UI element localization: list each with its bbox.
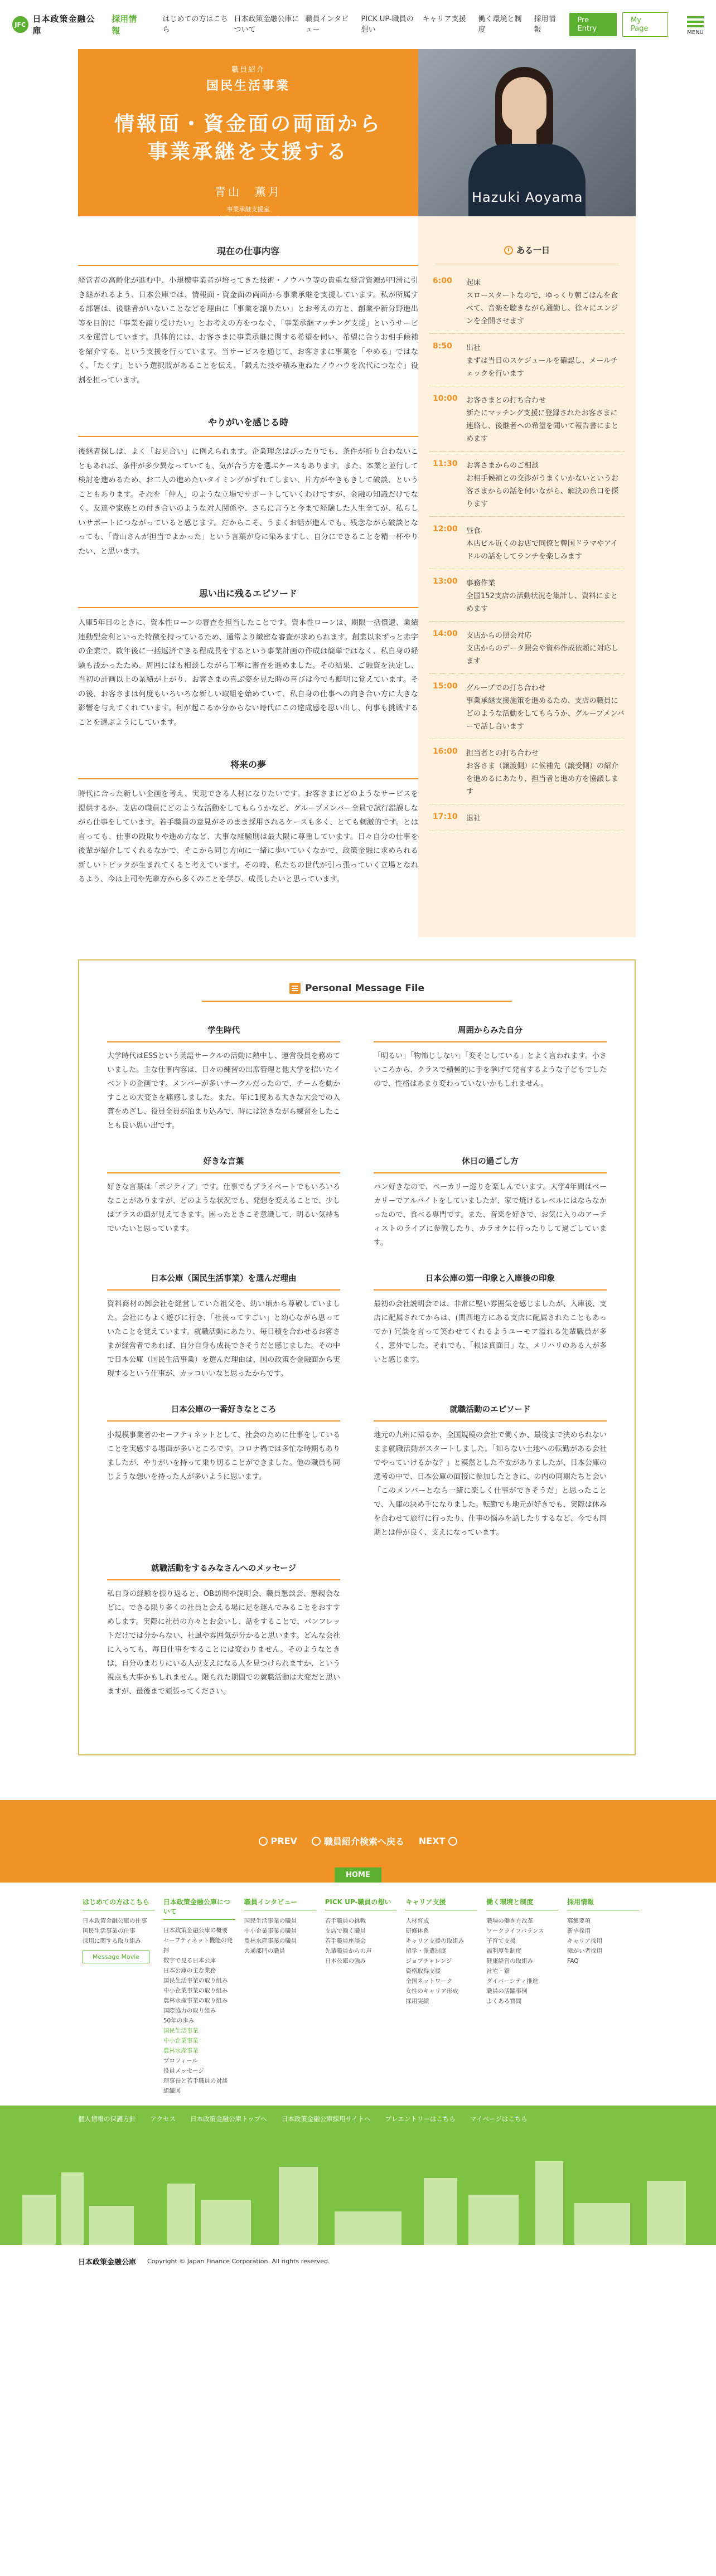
sitemap-link[interactable]: 中小企業事業の職員 bbox=[244, 1927, 297, 1934]
sitemap-link[interactable]: 国民生活事業の職員 bbox=[244, 1917, 297, 1924]
schedule-text bbox=[466, 525, 625, 563]
schedule-time: 11:30 bbox=[433, 459, 458, 468]
schedule-item bbox=[429, 626, 625, 674]
sitemap-link[interactable]: 福利厚生制度 bbox=[486, 1947, 522, 1954]
building-shape bbox=[574, 2203, 630, 2245]
sitemap-link[interactable]: よくある質問 bbox=[486, 1997, 522, 2005]
footer bbox=[0, 2106, 716, 2245]
sitemap-heading[interactable]: PICK UP-職員の想い bbox=[325, 1897, 397, 1910]
schedule-label: お客さまとの打ち合わせ bbox=[466, 396, 546, 405]
section-body: 後継者探しは、よく「お見合い」に例えられます。企業理念はぴったりでも、条件が折り合わないこともあれば、条件が多少異なっていても、気が合う方を選ぶケースもあります。また、本業と並行して検討を進めるため、お二人の進めたいタイミングがずれてしまい、片方がやきもきして破談、ということもあります。それを「仲人」のような立場でサポートしていくわけですが、金融の知識だけでなく、友達や家族との付き合いのような対人関係や、さらに言うと今まで経験した人生全てが、私らしいサポートにつながっていると感じます。だからこそ、うまくお話が進んでも、残念ながら破談となっても、「青山さんが担当でよかった」という言葉が身に染みますし、自分にできることを精一杯やりたい、と思います。 bbox=[78, 448, 418, 556]
schedule-label: 起床 bbox=[466, 279, 481, 287]
sitemap-link[interactable]: 先輩職員からの声 bbox=[325, 1947, 372, 1954]
section-title: 現在の仕事内容 bbox=[78, 244, 418, 266]
building-shape bbox=[279, 2167, 318, 2245]
sitemap-link[interactable]: 職員の活躍事例 bbox=[486, 1987, 528, 1995]
message-item-title: 学生時代 bbox=[107, 1024, 340, 1042]
pre-entry-button[interactable]: Pre Entry bbox=[569, 13, 617, 36]
schedule-time: 13:00 bbox=[433, 577, 458, 586]
sitemap-column bbox=[78, 1897, 159, 2089]
sitemap-heading[interactable]: キャリア支援 bbox=[405, 1897, 477, 1910]
hero-banner bbox=[78, 49, 636, 222]
message-item bbox=[374, 1155, 607, 1250]
nav-recruit[interactable]: 採用情報 bbox=[534, 15, 556, 34]
sitemap-heading[interactable]: 働く環境と制度 bbox=[486, 1897, 558, 1910]
schedule-text bbox=[466, 342, 625, 380]
schedule-time: 12:00 bbox=[433, 525, 458, 533]
schedule-title bbox=[435, 244, 619, 264]
sitemap-link[interactable]: 資格取得支援 bbox=[405, 1967, 441, 1975]
sitemap-link[interactable]: 日本公庫の強み bbox=[325, 1957, 366, 1964]
message-item-title: 就職活動のエピソード bbox=[374, 1403, 607, 1422]
schedule-item bbox=[429, 521, 625, 569]
message-item-title: 休日の過ごし方 bbox=[374, 1155, 607, 1173]
hero-title-line: 事業承継を支援する bbox=[147, 140, 349, 163]
schedule-item bbox=[429, 809, 625, 831]
schedule-label: 支店からの照会対応 bbox=[466, 632, 532, 640]
building-shape bbox=[647, 2181, 686, 2245]
section-title: 将来の夢 bbox=[78, 758, 418, 779]
schedule-label: グループでの打ち合わせ bbox=[466, 684, 546, 692]
footer-link[interactable]: アクセス bbox=[150, 2114, 176, 2123]
nav-career[interactable]: キャリア支援 bbox=[422, 15, 466, 23]
schedule-title-text: ある一日 bbox=[516, 245, 550, 255]
message-item-title: 好きな言葉 bbox=[107, 1155, 340, 1173]
section-body: 時代に合った新しい企画を考え、実現できる人材になりたいです。お客さまにどのようなサービスを提供するか、支店の職員にどのような活動をしてもらうかなど、グループメンバー全員で試行錯誤しながら仕事をしています。若手職員の意見がそのまま採用されるケースも多く、とても刺激的です。とは言っても、仕事の段取りや進め方など、大事な経験則は最大限に尊重しています。日々自分の仕事を後輩が紹介してくれるなかで、そこから同じ方向に一緒に歩いていくなかで、政策金融に求められる新しいトピックが生まれてくると考えています。その時、私たちの世代が引っ張っていく立場となれるよう、今は上司や先輩方から多くのことを学び、成長したいと思っています。 bbox=[78, 790, 418, 884]
schedule-text bbox=[466, 812, 625, 825]
sitemap-link[interactable]: セーフティネット機能の発揮 bbox=[163, 1937, 233, 1954]
sitemap-link[interactable]: 日本政策金融公庫の概要 bbox=[163, 1927, 228, 1934]
sitemap-link[interactable]: 国民生活事業の仕事 bbox=[83, 1927, 136, 1934]
sitemap-heading[interactable]: 職員インタビュー bbox=[244, 1897, 316, 1910]
schedule-description: スロースタートなので、ゆっくり朝ごはんを食べて、音楽を聴きながら通勤し、徐々にエンジンを全開させます bbox=[466, 292, 618, 326]
schedule-description: お相手候補との交渉がうまくいかないというお客さまからの話を伺いながら、解決の糸口を探ります bbox=[466, 474, 619, 508]
schedule-label: 担当者との打ち合わせ bbox=[466, 749, 539, 758]
sitemap bbox=[0, 1883, 716, 2106]
employee-photo bbox=[418, 49, 636, 216]
message-item-body: 地元の九州に帰るか、全国規模の会社で働くか、最後まで決められないまま就職活動がスタートしました。「知らない土地への転勤がある会社でやっていけるかな？」と漠然とした不安がありましたが、日本公庫の選考の中で、日本公庫の面接に参加したときに、の内の同期たちと会い「このメンバーとなら一緒に楽しく仕事ができそうだ」と思ったことで、入庫の決め手になりました。転勤でも地元が好きでも、実際は休みを合わせて旅行に行ったり、仕事の悩みを話したりするなど、今でも同期とは仲が良く、支えになっています。 bbox=[374, 1430, 607, 1537]
sitemap-link[interactable]: 農林水産事業の職員 bbox=[244, 1937, 297, 1944]
nav-interview[interactable]: 職員インタビュー bbox=[305, 15, 349, 34]
section-episode bbox=[78, 586, 418, 730]
message-item bbox=[374, 1024, 607, 1133]
schedule-time: 15:00 bbox=[433, 682, 458, 691]
sitemap-link[interactable]: 役員メッセージ bbox=[163, 2067, 204, 2074]
role-line: 事業承継支援室 bbox=[226, 206, 270, 213]
building-shape bbox=[468, 2195, 519, 2245]
role-line: 事業承継支援グループ bbox=[217, 215, 279, 222]
message-item-body: 大学時代はESSという英語サークルの活動に熱中し、運営役員を務めていました。主な仕事内容は、日々の練習の出席管理と他大学を招いたイベントの企画です。メンバーが多いサークルだったので、チームを動かすことの大変さを痛感しました。また、年に1度ある大きな大会での入賞をめざし、役員全員が泊まり込みで、時には泣きながら練習をしたことも良い思い出です。 bbox=[107, 1051, 340, 1130]
sitemap-link[interactable]: 理事長と若手職員の対談 bbox=[163, 2077, 228, 2084]
sitemap-link[interactable]: 農林水産事業 bbox=[163, 2047, 199, 2054]
section-rewarding bbox=[78, 415, 418, 559]
section-body: 入庫5年目のときに、資本性ローンの審査を担当したことです。資本性ローンは、期限一括償還、業績連動型金利といった特徴を持っているため、通常より緻密な審査が求められます。創業以来ずっと赤字の企業で、数年後に一括返済できる程成長をするという事業計画の作成は簡単ではなく、私自身の経験も浅かったため、周囲にはも相談しながら丁寧に審査を進めました。その結果、ご融資を決定し、当初の計画以上の業績が上がり、お客さまの喜ぶ姿を見た時の喜びは今でも鮮明に覚えています。その後、お客さまは何度もいろいろな新しい取組を始めていて、私自身の仕事への向き合い方に大きな影響を与えてくれています。何が起こるか分からない時代にこの達成感を思い出し、何事も挑戦することを選ぶようにしています。 bbox=[78, 619, 418, 727]
sitemap-link[interactable]: 障がい者採用 bbox=[567, 1947, 603, 1954]
prev-icon bbox=[259, 1837, 268, 1846]
hero-department: 国民生活事業 bbox=[206, 79, 290, 93]
message-item bbox=[107, 1562, 340, 1699]
hero-text bbox=[78, 49, 418, 222]
message-item-body: パン好きなので、ベーカリー巡りを楽しんでいます。大学4年間はベーカリーでアルバイトをしていましたが、家で焼けるレベルにはならなかったので、食べる専門です。また、音楽を好きで、お気に入りのアーティストのライブに参戦したり、カラオケに行ったりして過ごしています。 bbox=[374, 1182, 607, 1247]
section-label: 採用情報 bbox=[112, 14, 137, 36]
employee-role bbox=[217, 205, 278, 224]
sitemap-link[interactable]: 中小企業事業 bbox=[163, 2037, 199, 2044]
schedule-text bbox=[466, 747, 625, 798]
schedule-description: 本店ビル近くのお店で同僚と韓国ドラマやアイドルの話をしてランチを楽しみます bbox=[466, 540, 618, 561]
city-illustration bbox=[0, 2156, 716, 2245]
sitemap-link[interactable]: 社宅・寮 bbox=[486, 1967, 510, 1975]
logo[interactable] bbox=[12, 13, 100, 36]
hero-kicker: 職員紹介 bbox=[231, 66, 265, 74]
site-header bbox=[0, 0, 716, 49]
pager bbox=[0, 1800, 716, 1883]
schedule-item bbox=[429, 338, 625, 386]
employee-name: 青山 薫月 bbox=[215, 185, 282, 198]
footer-link[interactable]: 日本政策金融公庫採用サイトへ bbox=[281, 2114, 371, 2123]
sitemap-link[interactable]: 職場の働き方改革 bbox=[486, 1917, 534, 1924]
building-shape bbox=[89, 2206, 134, 2245]
mypage-button[interactable]: My Page bbox=[622, 12, 668, 37]
schedule-time: 6:00 bbox=[433, 276, 452, 285]
footer-logo: 日本政策金融公庫 bbox=[78, 2258, 137, 2267]
sitemap-column bbox=[482, 1897, 563, 2089]
schedule-label: 事務作業 bbox=[466, 579, 496, 588]
message-item-title: 日本公庫の一番好きなところ bbox=[107, 1403, 340, 1422]
section-title: 思い出に残るエピソード bbox=[78, 586, 418, 608]
building-shape bbox=[167, 2184, 195, 2245]
schedule-item bbox=[429, 678, 625, 739]
global-nav bbox=[162, 14, 566, 35]
nav-pickup[interactable]: PICK UP-職員の想い bbox=[361, 15, 414, 34]
building-shape bbox=[22, 2195, 56, 2245]
footer-links bbox=[0, 2106, 716, 2132]
schedule-item bbox=[429, 391, 625, 452]
schedule-item bbox=[429, 744, 625, 804]
schedule-description: 支店からのデータ照会や資料作成依頼に対応します bbox=[466, 644, 619, 666]
file-icon bbox=[289, 983, 301, 994]
schedule-text bbox=[466, 682, 625, 733]
schedule-description: 新たにマッチング支援に登録されたお客さまに連絡し、後継者への希望を聞いて報告書にまとめます bbox=[466, 409, 619, 443]
sitemap-column bbox=[159, 1897, 240, 2094]
sitemap-link[interactable]: ワークライフバランス bbox=[486, 1927, 544, 1934]
section-future bbox=[78, 758, 418, 887]
schedule-list bbox=[429, 273, 625, 831]
next-label: NEXT bbox=[418, 1836, 446, 1846]
footer-link[interactable]: プレエントリーはこちら bbox=[385, 2114, 456, 2123]
main-content bbox=[78, 216, 636, 937]
sitemap-link[interactable]: 若手職員の挑戦 bbox=[325, 1917, 366, 1924]
sitemap-link[interactable]: ダイバーシティ推進 bbox=[486, 1977, 539, 1985]
photo-shape bbox=[502, 77, 546, 133]
schedule-time: 16:00 bbox=[433, 747, 458, 756]
prev-link[interactable] bbox=[259, 1836, 297, 1846]
schedule-time: 14:00 bbox=[433, 629, 458, 638]
nav-about[interactable]: 日本政策金融公庫について bbox=[234, 15, 299, 34]
schedule-text bbox=[466, 577, 625, 615]
copyright-text: Copyright © Japan Finance Corporation. All rights reserved. bbox=[147, 2258, 330, 2265]
message-item bbox=[107, 1272, 340, 1381]
message-item-body: 好きな言葉は「ポジティブ」です。仕事でもプライベートでもいろいろなことがありますが、どのような状況でも、発想を変えることで、少しはプラスの面が見えてきます。困ったときこそ意識して、明るい気持ちでいたいと思っています。 bbox=[107, 1182, 340, 1233]
sitemap-link[interactable]: 組織図 bbox=[163, 2087, 181, 2094]
message-item bbox=[374, 1403, 607, 1540]
interview-content bbox=[78, 216, 418, 937]
back-to-list-link[interactable] bbox=[312, 1835, 404, 1847]
personal-message-file bbox=[78, 959, 636, 1755]
message-item-body: 「明るい」「物怖じしない」「変そとしている」とよく言われます。小さいころから、クラスで積極的に手を挙げて発言するような子どもでしたので、性格はあまり変わっていないかもしれません。 bbox=[374, 1051, 607, 1088]
prev-label: PREV bbox=[270, 1836, 297, 1846]
daily-schedule bbox=[418, 216, 636, 937]
message-item bbox=[374, 1272, 607, 1381]
hamburger-icon bbox=[687, 14, 704, 30]
hero-title bbox=[114, 110, 382, 166]
message-item-body: 小規模事業者のセーフティネットとして、社会のために仕事をしていることを実感する場面が多いところです。コロナ禍では多忙な時期もありましたが、やりがいを持って乗り切ることができました。他の職員も同じような想いを持った人が多いように思います。 bbox=[107, 1430, 340, 1481]
sitemap-link[interactable]: 数字で見る日本公庫 bbox=[163, 1957, 216, 1964]
sitemap-link[interactable]: 募集要項 bbox=[567, 1917, 591, 1924]
message-item-title: 日本公庫（国民生活事業）を選んだ理由 bbox=[107, 1272, 340, 1291]
building-shape bbox=[201, 2200, 251, 2245]
menu-button[interactable] bbox=[687, 14, 704, 36]
footer-link[interactable]: 個人情報の保護方針 bbox=[78, 2114, 136, 2123]
footer-link[interactable]: 日本政策金融公庫トップへ bbox=[190, 2114, 267, 2123]
nav-environment[interactable]: 働く環境と制度 bbox=[478, 15, 522, 34]
copyright-bar bbox=[0, 2245, 716, 2278]
sitemap-link[interactable]: 女性のキャリア形成 bbox=[405, 1987, 458, 1995]
schedule-item bbox=[429, 574, 625, 622]
logo-mark-icon: JFC bbox=[12, 16, 28, 33]
message-item-title: 就職活動をするみなさんへのメッセージ bbox=[107, 1562, 340, 1580]
nav-beginners[interactable]: はじめての方はこちら bbox=[162, 15, 228, 34]
sitemap-link[interactable]: 健康経営の取組み bbox=[486, 1957, 534, 1964]
sitemap-link[interactable]: 中小企業事業の取り組み bbox=[163, 1987, 228, 1994]
schedule-description: 事業承継支援施策を進めるため、支店の職員にどのような活動をしてもらうか、グループメンバーで話し合います bbox=[466, 697, 625, 731]
hero-title-line: 情報面・資金面の両面から bbox=[114, 113, 382, 135]
message-item-title: 周囲からみた自分 bbox=[374, 1024, 607, 1042]
building-shape bbox=[335, 2211, 401, 2245]
schedule-text bbox=[466, 394, 625, 445]
message-file-title-text: Personal Message File bbox=[304, 982, 425, 994]
sitemap-link[interactable]: 全国ネットワーク bbox=[405, 1977, 453, 1985]
sitemap-link[interactable]: 若手職員座談会 bbox=[325, 1937, 366, 1944]
section-body: 経営者の高齢化が進む中、小規模事業者が培ってきた技術・ノウハウ等の貴重な経営資源が円滑に引き継がれるよう、日本公庫では、情報面・資金面の両面から事業承継を支援しています。私が所属する部署は、後継者がいないことなどを理由に「事業を譲りたい」とお考えの方と、創業や新分野進出等を目的に「事業を譲り受けたい」とお考えの方をつなぐ、「事業承継マッチング支援」というサービスを運営しています。具体的には、お客さまに事業承継に関する希望を伺い、希望に合うお相手候補を紹介する、という支援を行っています。当サービスを通じて、お客さまに事業を「やめる」ではなく、「たくす」という選択肢があることを伝え、「鍛えた技や積み重ねたノウハウを次代につなぐ」役割を担っています。 bbox=[78, 276, 418, 385]
sitemap-link[interactable]: FAQ bbox=[567, 1957, 579, 1964]
schedule-item bbox=[429, 273, 625, 334]
schedule-description: 全国152支店の活動状況を集計し、資料にまとめます bbox=[466, 592, 618, 613]
photo-shape bbox=[468, 144, 586, 216]
sitemap-link[interactable]: 支店で働く職員 bbox=[325, 1927, 366, 1934]
sitemap-link[interactable]: 農林水産事業の取り組み bbox=[163, 1997, 228, 2004]
building-shape bbox=[535, 2161, 563, 2245]
list-icon bbox=[312, 1837, 321, 1846]
sitemap-column bbox=[563, 1897, 644, 2089]
sitemap-heading[interactable]: はじめての方はこちら bbox=[83, 1897, 154, 1910]
sitemap-link[interactable]: 留学・派遣制度 bbox=[405, 1947, 447, 1954]
schedule-text bbox=[466, 276, 625, 328]
schedule-label: 出社 bbox=[466, 344, 481, 352]
sitemap-link[interactable]: 国民生活事業 bbox=[163, 2027, 199, 2034]
schedule-text bbox=[466, 459, 625, 511]
next-link[interactable] bbox=[419, 1836, 458, 1846]
home-link[interactable]: HOME bbox=[335, 1867, 381, 1883]
sitemap-link[interactable]: 日本公庫の主な業務 bbox=[163, 1967, 216, 1974]
schedule-time: 8:50 bbox=[433, 342, 452, 351]
building-shape bbox=[424, 2178, 457, 2245]
sitemap-link[interactable]: 共通部門の職員 bbox=[244, 1947, 286, 1954]
menu-label: MENU bbox=[687, 29, 704, 36]
photo-name-caption: Hazuki Aoyama bbox=[472, 190, 583, 205]
footer-link[interactable]: マイページはこちら bbox=[470, 2114, 528, 2123]
sitemap-link[interactable]: 採用に関する取り組み bbox=[83, 1937, 141, 1944]
schedule-label: 昼食 bbox=[466, 527, 481, 535]
sitemap-heading[interactable]: 日本政策金融公庫について bbox=[163, 1897, 235, 1920]
sitemap-link[interactable]: キャリア採用 bbox=[567, 1937, 603, 1944]
schedule-time: 17:10 bbox=[433, 812, 458, 821]
section-current-work bbox=[78, 244, 418, 387]
sitemap-link[interactable]: 日本政策金融公庫の仕事 bbox=[83, 1917, 147, 1924]
sitemap-link[interactable]: 採用実績 bbox=[405, 1997, 429, 2005]
clock-icon bbox=[504, 246, 513, 255]
schedule-description: お客さま（譲渡側）に候補先（譲受側）の紹介を進めるにあたり、担当者と進め方を協議します bbox=[466, 762, 619, 796]
schedule-description: まずは当日のスケジュールを確認し、メールチェックを行います bbox=[466, 357, 618, 378]
sitemap-column bbox=[240, 1897, 321, 2089]
sitemap-link[interactable]: ジョブチャレンジ bbox=[405, 1957, 452, 1964]
schedule-item bbox=[429, 456, 625, 517]
message-item-body: 資料商材の卸会社を経営していた祖父を、幼い頃から尊敬していました。会社にもよく遊びに行き、「社長ってすごい」と幼心ながら思っていたことを覚えています。就職活動にあたり、毎日積を合わせるお客さまが経営者であれば、自分自身も成長できそうだと感じました。その中で日本公庫（国民生活事業）を選んだ理由は、国の政策を金融面から実現するという仕事が、カッコいいなと思ったからです。 bbox=[107, 1299, 340, 1378]
sitemap-heading[interactable]: 採用情報 bbox=[567, 1897, 639, 1910]
message-movie-button[interactable]: Message Movie bbox=[83, 1951, 149, 1963]
message-item bbox=[107, 1024, 340, 1133]
schedule-label: お客さまからのご相談 bbox=[466, 462, 539, 470]
sitemap-link[interactable]: 国際協力の取り組み bbox=[163, 2007, 216, 2014]
message-grid bbox=[107, 1024, 607, 1721]
next-icon bbox=[448, 1837, 457, 1846]
sitemap-link[interactable]: プロフィール bbox=[163, 2057, 198, 2064]
back-to-list-label: 職員紹介検索へ戻る bbox=[323, 1836, 404, 1847]
logo-text: 日本政策金融公庫 bbox=[32, 14, 95, 36]
sitemap-link[interactable]: 新卒採用 bbox=[567, 1927, 591, 1934]
sitemap-link[interactable]: キャリア支援の取組み bbox=[405, 1937, 465, 1944]
message-item-title: 日本公庫の第一印象と入庫後の印象 bbox=[374, 1272, 607, 1291]
message-file-title bbox=[202, 983, 512, 1002]
message-item bbox=[107, 1403, 340, 1540]
section-title: やりがいを感じる時 bbox=[78, 415, 418, 437]
hero bbox=[0, 49, 716, 222]
sitemap-link[interactable]: 50年の歩み bbox=[163, 2017, 195, 2024]
sitemap-link[interactable]: 研修体系 bbox=[405, 1927, 429, 1934]
sitemap-link[interactable]: 人材育成 bbox=[405, 1917, 429, 1924]
message-item-body: 私自身の経験を振り返ると、OB訪問や説明会、職員懇談会、懇親会などに、できる限り多くの社員と会える場に足を運んでみることをおすすめします。実際に社員の方々とお会いし、話をすることで、パンフレットだけでは分からない、社風や雰囲気が分かると思います。どんな会社に入っても、毎日仕事をすることには変わりません。そのようなときは、自分のまわりにいる人が支えになる人を見つけられますか、という視点も大事かもしれません。限られた期間での就職活動は大変だと思いますが、最後まで頑張ってください。 bbox=[107, 1589, 340, 1696]
sitemap-link[interactable]: 子育て支援 bbox=[486, 1937, 516, 1944]
sitemap-column bbox=[321, 1897, 401, 2089]
message-item bbox=[107, 1155, 340, 1250]
building-shape bbox=[61, 2172, 84, 2245]
message-item-body: 最初の会社説明会では、非常に堅い雰囲気を感じましたが、入庫後、支店に配属されてからは、(関西地方にある支店に配属されたこともあってか) 冗談を言って笑わせてくれるようユーモア溢れる先輩職員が多く、意外でした。それでも、「根は真面目」な、メリハリのある人が多いと感じます。 bbox=[374, 1299, 607, 1364]
schedule-label: 退社 bbox=[466, 814, 481, 823]
sitemap-column bbox=[401, 1897, 482, 2089]
schedule-time: 10:00 bbox=[433, 394, 458, 403]
sitemap-link[interactable]: 国民生活事業の取り組み bbox=[163, 1977, 228, 1984]
schedule-text bbox=[466, 629, 625, 668]
